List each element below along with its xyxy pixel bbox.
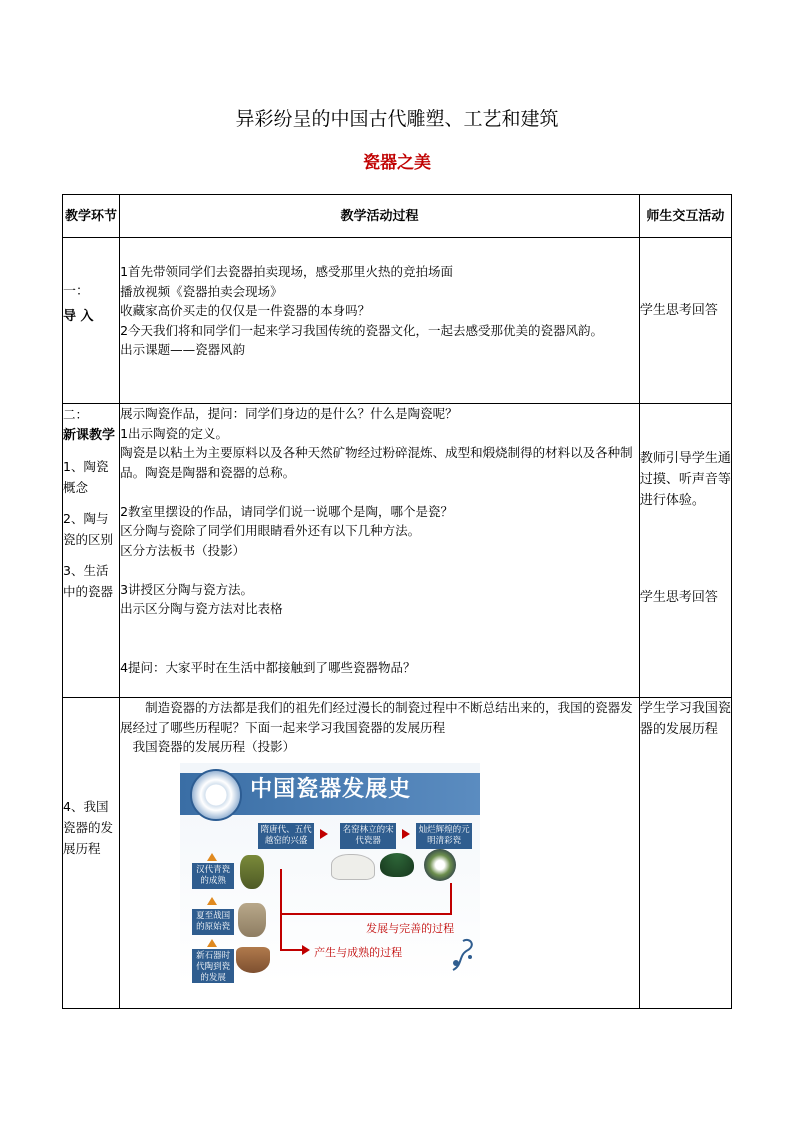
floral-ornament-icon bbox=[448, 935, 478, 975]
stage-box-yuan-ming-qing: 灿烂辉煌的元明清彩瓷 bbox=[416, 823, 472, 849]
interaction-cell bbox=[639, 238, 731, 404]
process-line: 出示区分陶与瓷方法对比表格 bbox=[120, 601, 283, 616]
stage-box-neolithic: 新石器时代陶到瓷的发展 bbox=[192, 949, 234, 983]
arrow-right-icon bbox=[320, 829, 328, 839]
process-line: 制造瓷器的方法都是我们的祖先们经过漫长的制瓷过程中不断总结出来的，我国的瓷器发展经过了哪些历程呢？下面一起来学习我国瓷器的发展历程 bbox=[120, 700, 633, 735]
pillow-vessel-image bbox=[332, 855, 374, 879]
sub-stage: 2、陶与瓷的区别 bbox=[63, 511, 114, 547]
porcelain-history-diagram bbox=[180, 763, 480, 983]
interaction-cell bbox=[639, 404, 731, 698]
stage-label: 导 入 bbox=[63, 309, 94, 324]
header-interaction: 师生交互活动 bbox=[639, 195, 731, 238]
arrow-right-icon bbox=[402, 829, 410, 839]
process-line: 4提问：大家平时在生活中都接触到了哪些瓷器物品？ bbox=[120, 659, 416, 675]
process-line: 1出示陶瓷的定义。 bbox=[120, 425, 229, 441]
process-line: 2教室里摆设的作品，请同学们说一说哪个是陶，哪个是瓷？ bbox=[120, 503, 454, 519]
interaction-cell bbox=[639, 698, 731, 1009]
interaction-text: 学生思考回答 bbox=[639, 590, 718, 605]
row-new-lesson bbox=[63, 404, 732, 698]
sub-stage: 3、生活中的瓷器 bbox=[63, 563, 114, 599]
process-line: 陶瓷是以粘土为主要原料以及各种天然矿物经过粉碎混炼、成型和煅烧制得的材料以及各种制品。陶瓷是陶器和瓷器的总称。 bbox=[120, 445, 633, 480]
sub-stage: 1、陶瓷概念 bbox=[63, 459, 109, 495]
process-cell bbox=[120, 404, 640, 698]
row-introduction bbox=[63, 238, 732, 404]
header-row bbox=[63, 195, 732, 238]
connector-line bbox=[280, 869, 282, 949]
stage-cell bbox=[63, 698, 120, 1009]
stage-box-xia-warring: 夏至战国的原始瓷 bbox=[192, 909, 234, 935]
stage-cell bbox=[63, 404, 120, 698]
stage-box-han: 汉代青瓷的成熟 bbox=[192, 863, 234, 889]
process-line: 展示陶瓷作品，提问：同学们身边的是什么？什么是陶瓷呢？ bbox=[120, 406, 458, 421]
document-subtitle: 瓷器之美 bbox=[363, 153, 431, 173]
document-title: 异彩纷呈的中国古代雕塑、工艺和建筑 bbox=[235, 108, 559, 130]
process-line: 区分方法板书（投影） bbox=[120, 542, 246, 558]
green-bowl-image bbox=[380, 853, 414, 877]
connector-line bbox=[450, 883, 452, 915]
header-stage: 教学环节 bbox=[63, 195, 120, 238]
arrow-up-icon bbox=[207, 853, 217, 861]
process-line: 我国瓷器的发展历程（投影） bbox=[132, 739, 296, 754]
row-history bbox=[63, 698, 732, 1009]
process-cell bbox=[120, 238, 640, 404]
process-line: 播放视频《瓷器拍卖会现场》 bbox=[120, 283, 283, 299]
connector-line bbox=[280, 913, 450, 915]
label-origin: 产生与成熟的过程 bbox=[314, 945, 403, 959]
stage-number: 一： bbox=[63, 284, 90, 299]
famille-rose-plate-image bbox=[424, 849, 456, 881]
stage-box-song: 名窑林立的宋代瓷器 bbox=[340, 823, 396, 849]
header-process: 教学活动过程 bbox=[120, 195, 640, 238]
blue-white-plate-image bbox=[190, 769, 242, 821]
han-celadon-jar-image bbox=[240, 855, 264, 889]
process-line: 2今天我们将和同学们一起来学习我国传统的瓷器文化，一起去感受那优美的瓷器风韵。 bbox=[120, 322, 604, 338]
diagram-title: 中国瓷器发展史 bbox=[250, 776, 412, 802]
process-line: 1首先带领同学们去瓷器拍卖现场，感受那里火热的竞拍场面 bbox=[120, 264, 454, 279]
process-line: 收藏家高价买走的仅仅是一件瓷器的本身吗？ bbox=[120, 303, 371, 318]
interaction-text: 学生思考回答 bbox=[639, 303, 718, 318]
stage-label: 新课教学 bbox=[63, 428, 116, 443]
interaction-text: 教师引导学生通过摸、听声音等进行体验。 bbox=[639, 451, 731, 508]
process-line: 区分陶与瓷除了同学们用眼睛看外还有以下几种方法。 bbox=[120, 523, 421, 538]
label-development: 发展与完善的过程 bbox=[366, 921, 455, 935]
process-line: 出示课题——瓷器风韵 bbox=[120, 342, 246, 357]
neolithic-pottery-image bbox=[236, 947, 270, 973]
lesson-plan-table bbox=[62, 194, 732, 1009]
arrow-up-icon bbox=[207, 897, 217, 905]
arrow-right-icon bbox=[302, 945, 310, 955]
process-line: 3讲授区分陶与瓷方法。 bbox=[120, 581, 254, 597]
interaction-text: 学生学习我国瓷器的发展历程 bbox=[639, 701, 731, 737]
arrow-up-icon bbox=[207, 939, 217, 947]
sub-stage: 4、我国瓷器的发展历程 bbox=[63, 799, 114, 856]
stage-box-sui-tang: 隋唐代、五代越窑的兴盛 bbox=[258, 823, 314, 849]
process-cell bbox=[120, 698, 640, 1009]
stage-cell bbox=[63, 238, 120, 404]
proto-porcelain-jar-image bbox=[238, 903, 266, 937]
stage-number: 二： bbox=[63, 407, 89, 422]
connector-line bbox=[280, 949, 302, 951]
